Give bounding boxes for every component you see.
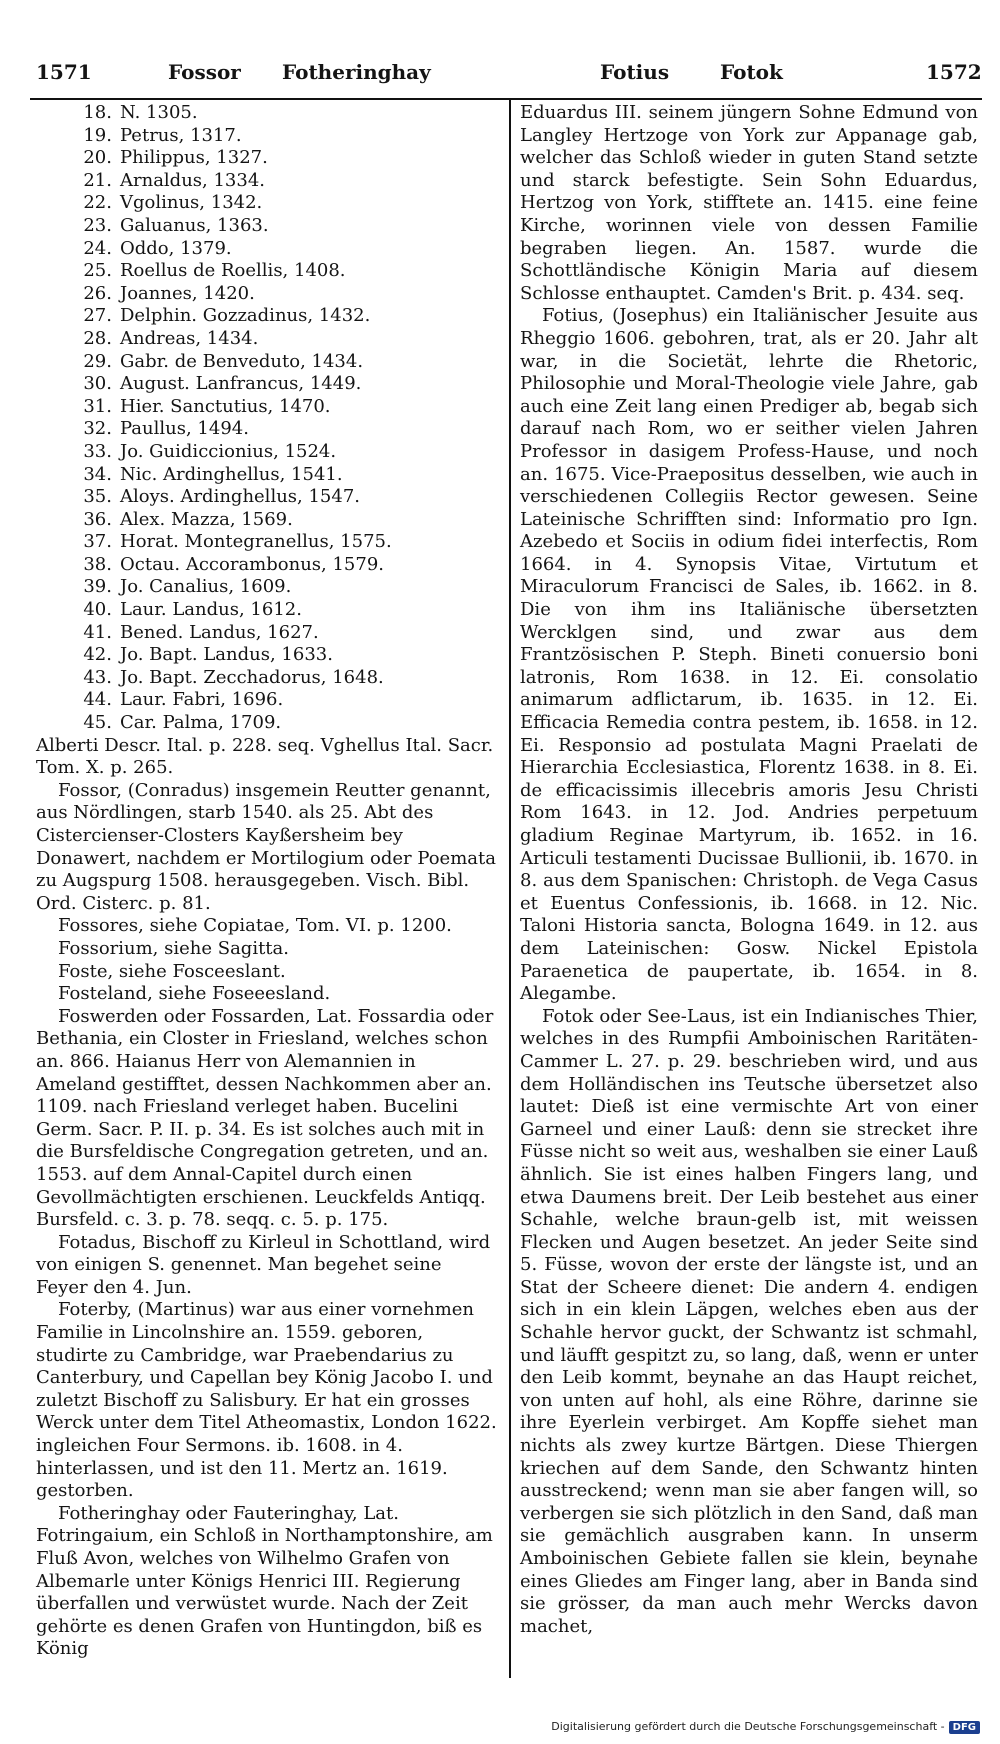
list-item	[74, 509, 498, 532]
entry-fotadus: Fotadus, Bischoff zu Kirleul in Schottland, wird von einigen S. genennet. Man begehet seine Feyer den 4. Jun.	[36, 1231, 491, 1298]
entry-fossorium: Fossorium, siehe Sagitta.	[58, 937, 289, 959]
list-item-number: 39.	[83, 576, 112, 598]
entry-fossor: Fossor, (Conradus) insgemein Reutter genannt, aus Nördlingen, starb 1540. als 25. Abt des Cistercienser-Closters Kayßersheim bey Donawert, nachdem er Mortilogium oder Poemata zu Augspurg 1508. herausgegeben. Visch. Bibl. Ord. Cisterc. p. 81.	[36, 779, 496, 914]
list-item	[74, 441, 498, 464]
list-item-number: 29.	[83, 350, 112, 372]
list-item	[74, 531, 498, 554]
list-item-text: Octau. Accorambonus, 1579.	[120, 553, 384, 575]
list-item-text: Jo. Guidiccionius, 1524.	[120, 440, 337, 462]
list-item	[74, 576, 498, 599]
dfg-logo: DFG	[949, 1721, 980, 1734]
list-item	[74, 351, 498, 374]
list-item-number: 45.	[83, 712, 112, 734]
list-item-number: 34.	[83, 463, 112, 485]
list-item-number: 44.	[83, 689, 112, 711]
list-item-text: Hier. Sanctutius, 1470.	[120, 395, 331, 417]
list-item	[74, 328, 498, 351]
list-item-text: Galuanus, 1363.	[120, 214, 269, 236]
list-item-number: 22.	[83, 192, 112, 214]
list-item	[74, 125, 498, 148]
list-item	[74, 667, 498, 690]
entry-fosteland: Fosteland, siehe Foseeesland.	[58, 983, 331, 1005]
list-item	[74, 283, 498, 306]
list-item	[74, 260, 498, 283]
list-item-number: 36.	[83, 508, 112, 530]
catchword-right-2: Fotok	[720, 60, 783, 84]
bishop-list	[74, 102, 498, 735]
page-number-right: 1572	[926, 60, 982, 84]
list-item-text: Nic. Ardinghellus, 1541.	[120, 463, 343, 485]
list-item-number: 28.	[83, 327, 112, 349]
list-item	[74, 418, 498, 441]
list-item-number: 20.	[83, 147, 112, 169]
list-item	[74, 305, 498, 328]
list-item-text: Philippus, 1327.	[120, 147, 268, 169]
list-item	[74, 147, 498, 170]
list-item-text: Bened. Landus, 1627.	[120, 621, 319, 643]
list-item-number: 18.	[83, 102, 112, 123]
list-item-text: Laur. Fabri, 1696.	[120, 689, 284, 711]
footer-text: Digitalisierung gefördert durch die Deutsche Forschungsgemeinschaft -	[551, 1720, 945, 1733]
list-item-number: 40.	[83, 599, 112, 621]
list-item-number: 19.	[83, 124, 112, 146]
list-item	[74, 622, 498, 645]
list-item	[74, 644, 498, 667]
list-item-text: Arnaldus, 1334.	[120, 169, 266, 191]
page-header	[0, 60, 1000, 94]
list-item	[74, 486, 498, 509]
list-item	[74, 396, 498, 419]
list-item-number: 30.	[83, 373, 112, 395]
catchword-left-1: Fossor	[168, 60, 241, 84]
list-item	[74, 215, 498, 238]
list-item-text: Alex. Mazza, 1569.	[120, 508, 293, 530]
entry-fotheringhay-continued: Eduardus III. seinem jüngern Sohne Edmund von Langley Hertzoge von York zur Appanage gab, welcher das Schloß wieder in guten Stand setzte und starck befestigte. Sein Sohn Eduardus, Hertzog von York, stifftete an. 1415. eine feine Kirche, worinnen viele von dessen Familie begraben liegen. An. 1587. wurde die Schottländische Königin Maria auf diesem Schlosse enthauptet. Camden's Brit. p. 434. seq.	[520, 102, 978, 304]
list-item-text: Jo. Canalius, 1609.	[120, 576, 292, 598]
list-item-number: 37.	[83, 531, 112, 553]
entry-fotheringhay: Fotheringhay oder Fauteringhay, Lat. Fotringaium, ein Schloß in Northamptonshire, am Fluß Avon, welches von Wilhelmo Grafen von Albemarle unter Königs Henrici III. Regierung überfallen und verwüstet wurde. Nach der Zeit gehörte es denen Grafen von Huntingdon, biß es König	[36, 1502, 493, 1660]
entry-fotius: Fotius, (Josephus) ein Italiänischer Jesuite aus Rheggio 1606. gebohren, trat, als er 20. Jahr alt war, in die Societät, lehrte die Rhetoric, Philosophie und Moral-Theologie viele Jahre, gab auch eine Zeit lang einen Prediger ab, begab sich darauf nach Rom, wo er seither vielen Jahren Professor in dasigem Profess-Hause, und noch an. 1675. Vice-Praepositus desselben, wie auch in verschiedenen Collegiis Rector gewesen. Seine Lateinische Schrifften sind: Informatio pro Ign. Azebedo et Sociis in odium fidei interfectis, Rom 1664. in 4. Synopsis Vitae, Virtutum et Miraculorum Francisci de Sales, ib. 1662. in 8. Die von ihm ins Italiänische übersetzten Wercklgen sind, und zwar aus dem Frantzösischen P. Steph. Bineti conuersio boni latronis, Rom 1638. in 12. Ei. consolatio animarum adflictarum, ib. 1635. in 12. Ei. Efficacia Remedia contra pestem, ib. 1658. in 12. Ei. Responsio ad postulata Magni Praelati de Hierarchia Ecclesiastica, Florentz 1638. in 8. Ei. de efficacissimis illecebris amoris Jesu Christi Rom 1643. in 12. Jod. Andries perpetuum gladium Reginae Martyrum, ib. 1652. in 16. Articuli testamenti Ducissae Bullionii, ib. 1670. in 8. aus dem Spanischen: Christoph. de Vega Casus et Euentus Confessionis, ib. 1668. in 12. Nic. Taloni Historia sancta, Bologna 1649. in 12. aus dem Lateinischen: Gosw. Nickel Epistola Paraenetica de paupertate, ib. 1654. in 8. Alegambe.	[520, 305, 978, 1005]
list-item	[74, 373, 498, 396]
list-item	[74, 689, 498, 712]
list-item-number: 32.	[83, 418, 112, 440]
list-item-number: 23.	[83, 214, 112, 236]
left-column	[36, 102, 498, 1661]
list-item	[74, 170, 498, 193]
entry-fotok: Fotok oder See-Laus, ist ein Indianisches Thier, welches in des Rumpfii Amboinischen Raritäten-Cammer L. 27. p. 29. beschrieben wird, und aus dem Holländischen ins Teutsche übersetzet also lautet: Dieß ist eine vermischte Art von einer Garneel und einer Lauß: denn sie strecket ihre Füsse nicht so weit aus, weshalben sie einer Lauß ähnlich. Sie ist eines halben Fingers lang, und etwa Daumens breit. Der Leib bestehet aus einer Schahle, welche braun-gelb ist, mit weissen Flecken und Augen besetzet. An jeder Seite sind 5. Füsse, wovon der erste der längste ist, und an Stat der Scheere dienet: Die andern 4. endigen sich in ein klein Läpgen, welches eben aus der Schahle hervor guckt, der Schwantz ist schmahl, und läufft gespitzt zu, so lang, daß, wenn er unter den Leib kommt, beynahe an das Haupt reichet, von unten auf hohl, als eine Röhre, darinne sie ihre Eyerlein verbirget. Am Kopffe siehet man nichts als zwey kurtze Bärtgen. Diese Thiergen kriechen auf dem Sande, den Schwantz hinten ausstreckend; wenn man sie aber fangen will, so verbergen sie sich plötzlich in den Sand, daß man sie gemächlich ausgraben kann. In unserm Amboinischen Gebiete fallen sie klein, beynahe eines Gliedes am Finger lang, aber in Banda sind sie grösser, da man auch mehr Wercks davon machet,	[520, 1005, 978, 1637]
list-item-text: Horat. Montegranellus, 1575.	[120, 531, 392, 553]
list-item	[74, 712, 498, 735]
list-item-text: Jo. Bapt. Zecchadorus, 1648.	[120, 666, 384, 688]
list-item-text: Delphin. Gozzadinus, 1432.	[120, 305, 371, 327]
list-item-text: Petrus, 1317.	[120, 124, 242, 146]
list-item-text: Aloys. Ardinghellus, 1547.	[120, 486, 361, 508]
list-item-text: Car. Palma, 1709.	[120, 712, 282, 734]
list-item-number: 41.	[83, 621, 112, 643]
list-item-number: 27.	[83, 305, 112, 327]
list-item-text: Laur. Landus, 1612.	[120, 599, 302, 621]
list-item-text: Andreas, 1434.	[120, 327, 259, 349]
list-item-number: 31.	[83, 395, 112, 417]
list-item-number: 38.	[83, 553, 112, 575]
entry-foste: Foste, siehe Fosceeslant.	[58, 960, 286, 982]
right-column	[520, 102, 978, 1638]
list-item-text: Gabr. de Benveduto, 1434.	[120, 350, 364, 372]
list-item-text: Jo. Bapt. Landus, 1633.	[120, 644, 333, 666]
list-item-number: 42.	[83, 644, 112, 666]
entry-foswerden: Foswerden oder Fossarden, Lat. Fossardia oder Bethania, ein Closter in Friesland, welches schon an. 866. Haianus Herr von Alemannien in Ameland gestifftet, dessen Nachkommen aber an. 1109. nach Friesland verleget haben. Bucelini Germ. Sacr. P. II. p. 34. Es ist solches auch mit in die Bursfeldische Congregation getreten, und an. 1553. auf dem Annal-Capitel durch einen Gevollmächtigten erschienen. Leuckfelds Antiqq. Bursfeld. c. 3. p. 78. seqq. c. 5. p. 175.	[36, 1005, 494, 1231]
list-item	[74, 192, 498, 215]
list-item-text: August. Lanfrancus, 1449.	[120, 373, 362, 395]
list-item	[74, 464, 498, 487]
list-item-text: Vgolinus, 1342.	[120, 192, 263, 214]
list-item-number: 33.	[83, 440, 112, 462]
list-item-text: Paullus, 1494.	[120, 418, 249, 440]
list-item-number: 21.	[83, 169, 112, 191]
column-divider	[509, 98, 511, 1678]
list-item	[74, 238, 498, 261]
list-reference: Alberti Descr. Ital. p. 228. seq. Vghellus Ital. Sacr. Tom. X. p. 265.	[36, 734, 494, 779]
page-number-left: 1571	[36, 60, 92, 84]
header-rule	[30, 98, 982, 100]
list-item-number: 35.	[83, 486, 112, 508]
catchword-right-1: Fotius	[600, 60, 670, 84]
list-item-number: 25.	[83, 260, 112, 282]
list-item	[74, 554, 498, 577]
list-item-text: Roellus de Roellis, 1408.	[120, 260, 346, 282]
entry-fossores: Fossores, siehe Copiatae, Tom. VI. p. 1200.	[58, 915, 452, 937]
list-item-text: Joannes, 1420.	[120, 282, 255, 304]
list-item-number: 26.	[83, 282, 112, 304]
catchword-left-2: Fotheringhay	[282, 60, 431, 84]
list-item-number: 24.	[83, 237, 112, 259]
list-item-text: N. 1305.	[120, 102, 198, 123]
list-item-number: 43.	[83, 666, 112, 688]
list-item	[74, 599, 498, 622]
list-item-text: Oddo, 1379.	[120, 237, 232, 259]
list-item	[74, 102, 498, 125]
digitization-footer	[440, 1720, 980, 1734]
entry-foterby: Foterby, (Martinus) war aus einer vornehmen Familie in Lincolnshire an. 1559. geboren, studirte zu Cambridge, war Praebendarius zu Canterbury, und Capellan bey König Jacobo I. und zuletzt Bischoff zu Salisbury. Er hat ein grosses Werck unter dem Titel Atheomastix, London 1622. ingleichen Four Sermons. ib. 1608. in 4. hinterlassen, und ist den 11. Mertz an. 1619. gestorben.	[36, 1299, 497, 1502]
